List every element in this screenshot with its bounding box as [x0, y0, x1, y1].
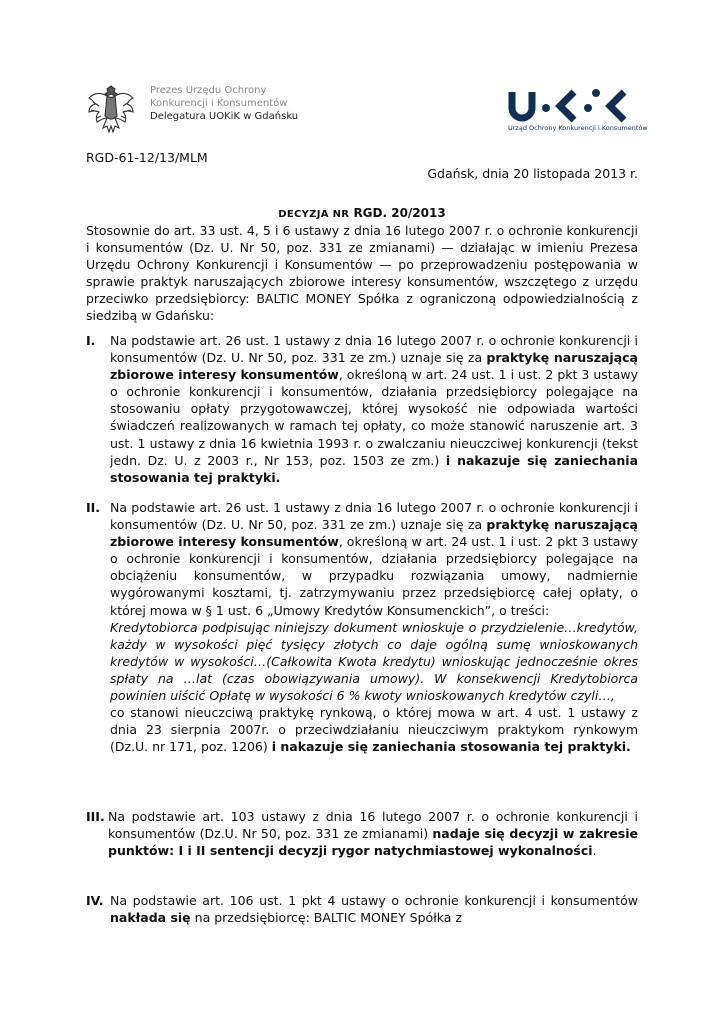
reference-number: RGD-61-12/13/MLM	[86, 150, 208, 165]
section-3-text-bold: nadaje się decyzji w zakresie punktów: I i II sentencji decyzji rygor natychmiastowej wykonalności	[108, 826, 638, 859]
decision-title-prefix: DECYZJA NR	[278, 209, 350, 220]
section-1-order: i nakazuje się zaniechania stosowania tej praktyki.	[110, 452, 639, 485]
section-1-text-a: Na podstawie art. 26 ust. 1 ustawy z dnia 16 lutego 2007 r. o ochronie konkurencji i konsumentów (Dz. U. Nr 50, poz. 331 ze zm.) uznaje się za	[110, 333, 638, 366]
section-2-quote: Kredytobiorca podpisując niniejszy dokument wnioskuje o przydzielenie…kredytów, każdy w wysokości pięć tysięcy złotych co daje ogólną sumę wnioskowanych kredytów w wysokości…(Całkowita Kwota kredytu) wnioskując jednocześnie okres spłaty na …lat (czas obowiązywania umowy). W konsekwencji Kredytobiorca powinien uiścić Opłatę w wysokości 6 % kwoty wnioskowanych kredytów czyli…,	[110, 619, 638, 704]
section-1-text-c: , określoną w art. 24 ust. 1 i ust. 2 pkt 3 ustawy o ochronie konkurencji i konsumentów, działania przedsiębiorcy polegające na stosowaniu opłaty przygotowawczej, której wysokość nie odpowiada wartości świadczeń realizowanych w ramach tej opłaty, co może stanowić naruszenie art. 3 ust. 1 ustawy z dnia 16 kwietnia 1993 r. o zwalczaniu nieuczciwej konkurencji (tekst jedn. Dz. U. z 2003 r., Nr 153, poz. 1503 ze zm.)	[110, 367, 638, 468]
section-1-number: I.	[86, 333, 96, 348]
section-1	[86, 332, 638, 486]
section-4-text-a: Na podstawie art. 106 ust. 1 pkt 4 ustawy o ochronie konkurencji i konsumentów	[110, 893, 638, 908]
decision-title	[0, 206, 724, 220]
section-4-text	[110, 892, 638, 926]
intro-paragraph: Stosownie do art. 33 ust. 4, 5 i 6 ustawy z dnia 16 lutego 2007 r. o ochronie konkurencji i konsumentów (Dz. U. Nr 50, poz. 331 ze zmianami) — działając w imieniu Prezesa Urzędu Ochrony Konkurencji i Konsumentów — po przeprowadzeniu postępowania w sprawie praktyk naruszających zbiorowe interesy konsumentów, wszczętego z urzędu przeciwko przedsiębiorcy: BALTIC MONEY Spółka z ograniczoną odpowiedzialnością z siedzibą w Gdańsku:	[86, 223, 638, 324]
institution-block	[150, 84, 298, 123]
section-3-text-c: .	[592, 843, 597, 859]
institution-line-1: Prezes Urzędu Ochrony	[150, 85, 267, 96]
section-2-number: II.	[86, 500, 101, 515]
section-2-text-a: Na podstawie art. 26 ust. 1 ustawy z dnia 16 lutego 2007 r. o ochronie konkurencji i konsumentów (Dz. U. Nr 50, poz. 331 ze zm.) uznaje się za	[110, 500, 638, 533]
section-2-text-e: co stanowi nieuczciwą praktykę rynkową, o której mowa w art. 4 ust. 1 ustawy z dnia 23 sierpnia 2007r. o przeciwdziałaniu nieuczciwym praktykom rynkowym (Dz.U. nr 171, poz. 1206)	[110, 705, 638, 755]
date-line: Gdańsk, dnia 20 listopada 2013 r.	[427, 166, 638, 181]
section-2	[86, 499, 638, 755]
institution-line-3: Delegatura UOKiK w Gdańsku	[150, 111, 299, 122]
polish-eagle-emblem-icon	[85, 80, 137, 138]
section-3-text-a: Na podstawie art. 103 ustawy z dnia 16 lutego 2007 r. o ochronie konkurencji i konsumentów (Dz.U. Nr 50, poz. 331 ze zmianami)	[108, 809, 638, 842]
section-2-order: i nakazuje się zaniechania stosowania tej praktyki.	[271, 739, 631, 755]
section-4-number: IV.	[86, 893, 104, 908]
section-2-text-bold: praktykę naruszającą zbiorowe interesy konsumentów	[110, 517, 638, 550]
section-3-number: III.	[86, 809, 105, 824]
section-4	[86, 892, 638, 926]
section-3-text	[108, 808, 638, 859]
section-2-text	[110, 499, 638, 755]
section-2-text-c: , określoną w art. 24 ust. 1 i ust. 2 pkt 3 ustawy o ochronie konkurencji i konsumentów, działania przedsiębiorcy polegające na obciążeniu konsumentów, w przypadku rozwiązania umowy, nadmiernie wygórowanymi kosztami, tj. zatrzymywaniu przez przedsiębiorcę całej opłaty, o której mowa w § 1 ust. 6 „Umowy Kredytów Konsumenckich”, o treści:	[110, 534, 638, 618]
decision-title-number: RGD. 20/2013	[353, 206, 446, 220]
section-4-text-bold: nakłada się	[110, 910, 191, 926]
section-1-text-bold: praktykę naruszającą zbiorowe interesy konsumentów	[110, 350, 638, 383]
institution-line-2: Konkurencji i Konsumentów	[150, 98, 288, 109]
section-1-text	[110, 332, 638, 486]
section-4-text-c: na przedsiębiorcę: BALTIC MONEY Spółka z	[190, 910, 462, 926]
section-3	[86, 808, 638, 859]
logo-subtitle: Urząd Ochrony Konkurencji i Konsumentów	[508, 124, 648, 132]
